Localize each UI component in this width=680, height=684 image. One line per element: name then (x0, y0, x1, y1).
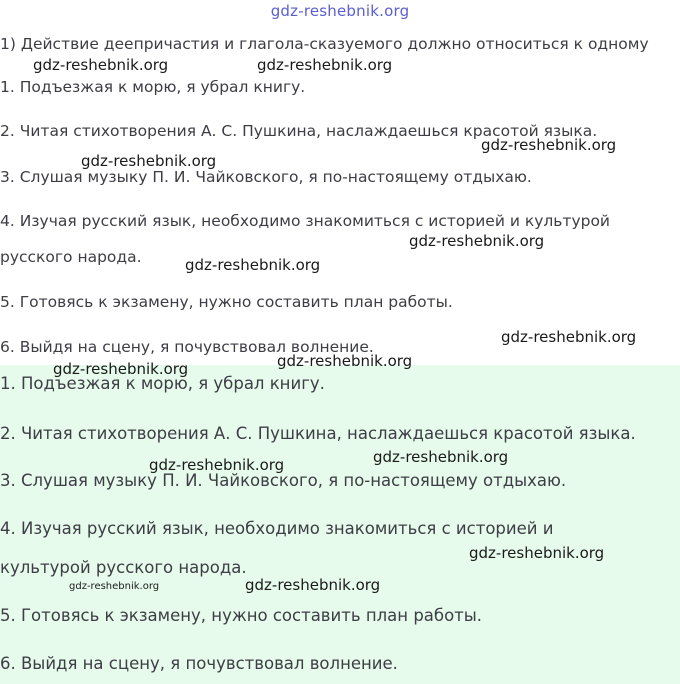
task-item: 4. Изучая русский язык, необходимо знакомиться с историей и культурой (0, 212, 611, 230)
watermark: gdz-reshebnik.org (245, 576, 381, 594)
watermark: gdz-reshebnik.org (501, 328, 637, 346)
watermark: gdz-reshebnik.org (469, 544, 605, 562)
watermark: gdz-reshebnik.org (257, 56, 393, 74)
task-item-continuation: русского народа. (0, 248, 142, 266)
header-watermark: gdz-reshebnik.org (270, 2, 410, 20)
answer-item: 2. Читая стихотворения А. С. Пушкина, наслаждаешься красотой языка. (0, 424, 636, 443)
watermark: gdz-reshebnik.org (33, 56, 169, 74)
watermark: gdz-reshebnik.org (69, 581, 160, 592)
watermark: gdz-reshebnik.org (149, 456, 285, 474)
task-item: 6. Выйдя на сцену, я почувствовал волнение. (0, 338, 374, 356)
answer-item-continuation: культурой русского народа. (0, 558, 247, 577)
task-item: 2. Читая стихотворения А. С. Пушкина, наслаждаешься красотой языка. (0, 122, 598, 140)
answer-item: 3. Слушая музыку П. И. Чайковского, я по-настоящему отдыхаю. (0, 471, 567, 490)
watermark: gdz-reshebnik.org (481, 136, 617, 154)
task-item: 5. Готовясь к экзамену, нужно составить план работы. (0, 293, 453, 311)
watermark: gdz-reshebnik.org (81, 152, 217, 170)
answer-item: 4. Изучая русский язык, необходимо знакомиться с историей и (0, 519, 554, 538)
watermark: gdz-reshebnik.org (53, 360, 189, 378)
watermark: gdz-reshebnik.org (185, 256, 321, 274)
watermark: gdz-reshebnik.org (409, 232, 545, 250)
rule-text: 1) Действие деепричастия и глагола-сказуемого должно относиться к одному (0, 35, 649, 53)
answer-item: 6. Выйдя на сцену, я почувствовал волнение. (0, 654, 398, 673)
answer-item: 1. Подъезжая к морю, я убрал книгу. (0, 374, 325, 393)
task-item: 3. Слушая музыку П. И. Чайковского, я по-настоящему отдыхаю. (0, 168, 532, 186)
watermark: gdz-reshebnik.org (373, 448, 509, 466)
answer-item: 5. Готовясь к экзамену, нужно составить план работы. (0, 606, 483, 625)
watermark: gdz-reshebnik.org (277, 352, 413, 370)
task-item: 1. Подъезжая к морю, я убрал книгу. (0, 78, 306, 96)
